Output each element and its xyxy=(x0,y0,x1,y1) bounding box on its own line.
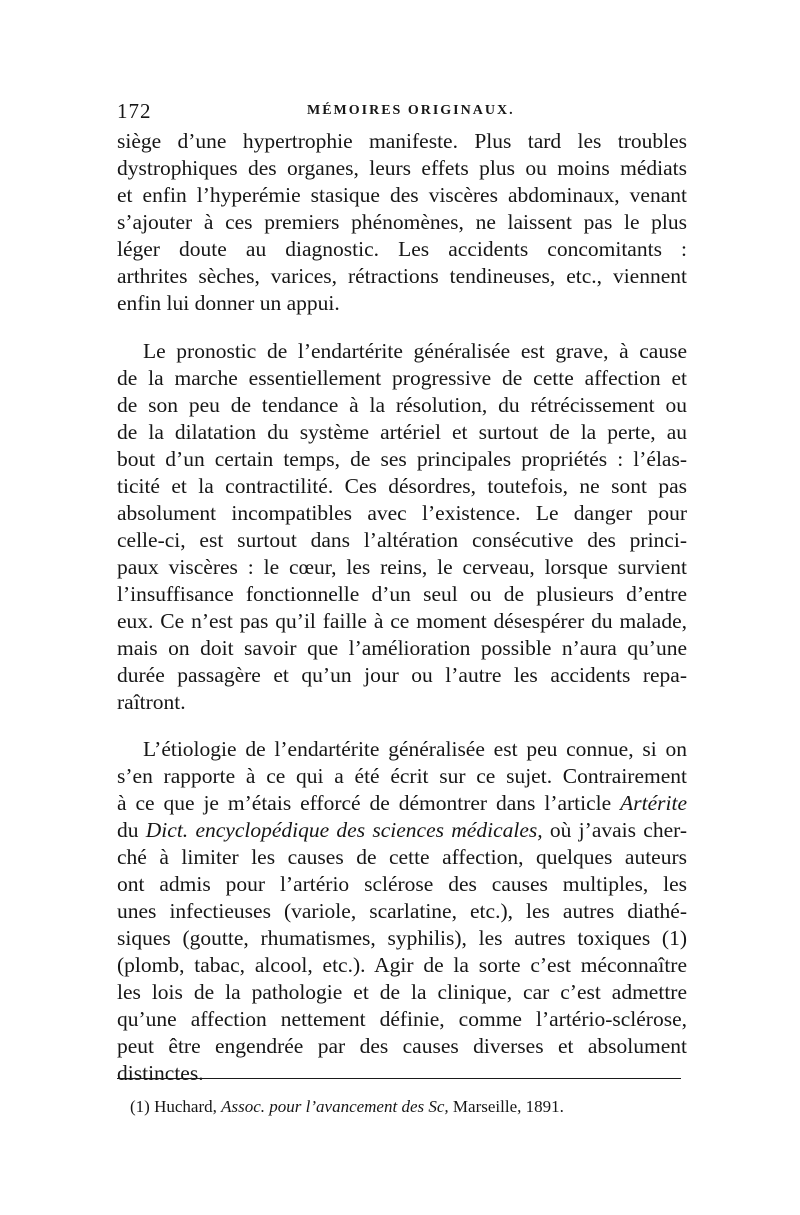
text-line: arthrites sèches, varices, rétractions tendineuses, etc., viennent xyxy=(117,264,687,288)
paragraph-1 xyxy=(117,128,687,317)
text-line-with-italic xyxy=(117,817,687,844)
text-line: et enfin l’hyperémie stasique des viscères abdominaux, venant xyxy=(117,183,687,207)
text-line-with-italic xyxy=(117,790,687,817)
page-header xyxy=(117,99,687,123)
dictionary-title: Dict. encyclopédique des sciences médicales, xyxy=(145,818,543,842)
text-line: dystrophiques des organes, leurs effets plus ou moins médiats xyxy=(117,156,687,180)
body-text xyxy=(117,128,687,1087)
text-line: de la dilatation du système artériel et surtout de la perte, au xyxy=(117,420,687,444)
article-title: Artérite xyxy=(620,791,687,815)
text-line: léger doute au diagnostic. Les accidents concomitants : xyxy=(117,237,687,261)
text-line: bout d’un certain temps, de ses principales propriétés : l’élas- xyxy=(117,447,687,471)
text-line: les lois de la pathologie et de la clinique, car c’est admettre xyxy=(117,980,687,1004)
text-line: Le pronostic de l’endartérite généralisée est grave, à cause xyxy=(143,339,687,363)
text-line: eux. Ce n’est pas qu’il faille à ce moment désespérer du malade, xyxy=(117,609,687,633)
text-line: L’étiologie de l’endartérite généralisée est peu connue, si on xyxy=(143,737,687,761)
text-line: enfin lui donner un appui. xyxy=(117,291,340,315)
text-fragment: du xyxy=(117,818,139,842)
running-head: MÉMOIRES ORIGINAUX. xyxy=(307,103,515,118)
paragraph-3 xyxy=(117,736,687,1087)
text-line: raîtront. xyxy=(117,690,186,714)
footnote xyxy=(130,1097,564,1117)
text-line: siques (goutte, rhumatismes, syphilis), les autres toxiques (1) xyxy=(117,926,687,950)
text-line: s’en rapporte à ce qui a été écrit sur ce sujet. Contrairement xyxy=(117,764,687,788)
text-fragment: à ce que je m’étais efforcé de démontrer dans l’article xyxy=(117,791,612,815)
text-line: unes infectieuses (variole, scarlatine, etc.), les autres diathé- xyxy=(117,899,687,923)
text-line: ché à limiter les causes de cette affection, quelques auteurs xyxy=(117,845,687,869)
text-line: celle-ci, est surtout dans l’altération consécutive des princi- xyxy=(117,528,687,552)
text-line: mais on doit savoir que l’amélioration possible n’aura qu’une xyxy=(117,636,687,660)
text-line: ont admis pour l’artério sclérose des causes multiples, les xyxy=(117,872,687,896)
text-line: peut être engendrée par des causes diverses et absolument xyxy=(117,1034,687,1058)
footnote-place-year: Marseille, 1891. xyxy=(452,1097,564,1116)
text-line: paux viscères : le cœur, les reins, le cerveau, lorsque survient xyxy=(117,555,687,579)
text-line: s’ajouter à ces premiers phénomènes, ne laissent pas le plus xyxy=(117,210,687,234)
footnote-rule xyxy=(117,1078,681,1079)
text-line: l’insuffisance fonctionnelle d’un seul ou de plusieurs d’entre xyxy=(117,582,687,606)
paragraph-2 xyxy=(117,338,687,716)
text-line: distinctes. xyxy=(117,1061,204,1085)
text-fragment: où j’avais cher- xyxy=(549,818,687,842)
text-line: siège d’une hypertrophie manifeste. Plus tard les troubles xyxy=(117,129,687,153)
footnote-work: Assoc. pour l’avancement des Sc, xyxy=(221,1097,449,1116)
text-line: de son peu de tendance à la résolution, du rétrécissement ou xyxy=(117,393,687,417)
text-line: ticité et la contractilité. Ces désordres, toutefois, ne sont pas xyxy=(117,474,687,498)
text-line: qu’une affection nettement définie, comme l’artério-sclérose, xyxy=(117,1007,687,1031)
footnote-marker: (1) xyxy=(130,1097,150,1116)
text-line: de la marche essentiellement progressive de cette affection et xyxy=(117,366,687,390)
text-line: durée passagère et qu’un jour ou l’autre les accidents repa- xyxy=(117,663,687,687)
text-line: (plomb, tabac, alcool, etc.). Agir de la sorte c’est méconnaître xyxy=(117,953,687,977)
page-number: 172 xyxy=(117,99,152,123)
text-line: absolument incompatibles avec l’existence. Le danger pour xyxy=(117,501,687,525)
footnote-author: Huchard, xyxy=(154,1097,217,1116)
